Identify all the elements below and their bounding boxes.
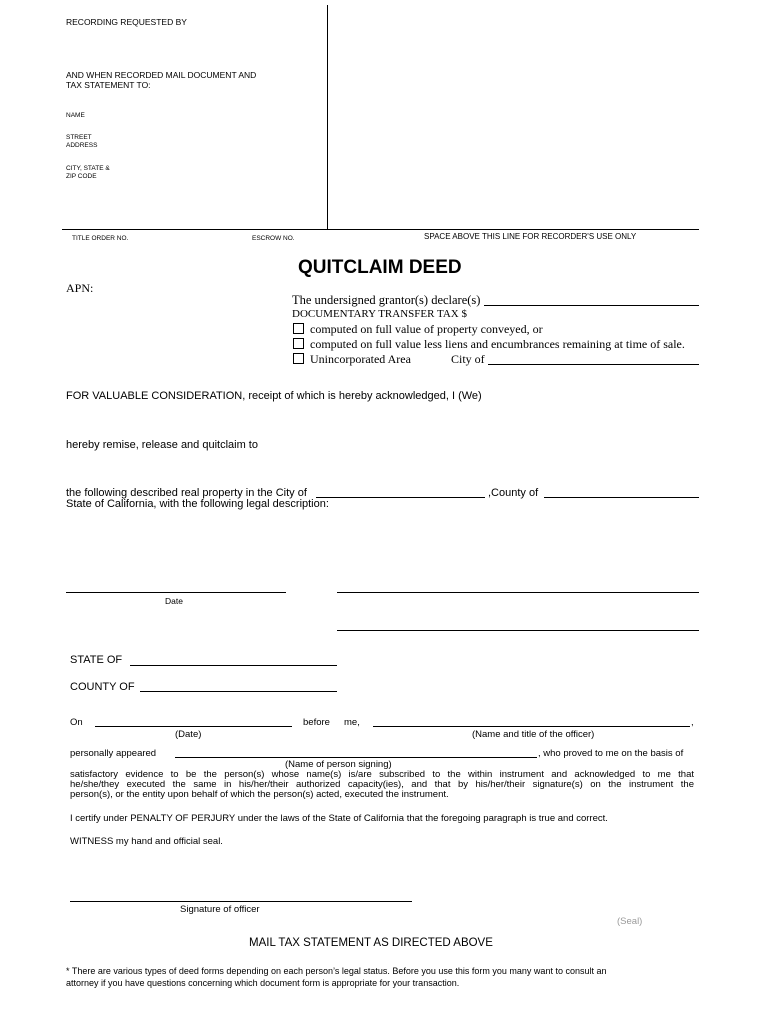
street-label-line1: STREET: [66, 134, 92, 141]
grantor-declares: The undersigned grantor(s) declare(s): [292, 293, 481, 307]
officer-caption: (Name and title of the officer): [472, 729, 595, 740]
less-liens-option: computed on full value less liens and encumbrances remaining at time of sale.: [310, 337, 685, 351]
person-signing-field[interactable]: [175, 757, 537, 758]
proved-basis-text: , who proved to me on the basis of: [538, 748, 684, 759]
recorder-divider: [327, 5, 328, 230]
date-field[interactable]: [66, 592, 286, 593]
recording-requested-by: RECORDING REQUESTED BY: [66, 17, 187, 27]
signature-caption: Signature of officer: [180, 904, 260, 915]
city-field[interactable]: [488, 364, 699, 365]
escrow-label: ESCROW NO.: [252, 235, 295, 242]
before-label: before: [303, 717, 330, 728]
evidence-line2: he/she/they executed the same in his/her/their authorized capacity(ies), and that by his/her/their signature(s) on the instrument the: [70, 779, 694, 790]
county-inline-label: ,County of: [488, 487, 539, 499]
property-text-line2: State of California, with the following legal description:: [66, 498, 329, 510]
on-label: On: [70, 717, 83, 728]
remise-text: hereby remise, release and quitclaim to: [66, 439, 258, 451]
personally-appeared-label: personally appeared: [70, 748, 157, 759]
footer-note-line2: attorney if you have questions concerning which document form is appropriate for your transaction.: [66, 978, 460, 988]
title-order-label: TITLE ORDER NO.: [72, 235, 129, 242]
street-label-line2: ADDRESS: [66, 142, 98, 149]
evidence-line3: person(s), or the entity upon behalf of which the person(s) acted, executed the instrument.: [70, 789, 449, 800]
perjury-statement: I certify under PENALTY OF PERJURY under the laws of the State of California that the foregoing paragraph is true and correct.: [70, 813, 608, 824]
witness-statement: WITNESS my hand and official seal.: [70, 836, 223, 847]
state-of-label: STATE OF: [70, 654, 123, 666]
county-of-label: COUNTY OF: [70, 681, 135, 693]
consideration-text: FOR VALUABLE CONSIDERATION, receipt of which is hereby acknowledged, I (We): [66, 390, 482, 402]
grantor-name-field[interactable]: [484, 305, 699, 306]
notary-date-field[interactable]: [95, 726, 292, 727]
grantor-signature-field[interactable]: [337, 592, 699, 593]
officer-field[interactable]: [373, 726, 690, 727]
evidence-line1: satisfactory evidence to be the person(s) whose name(s) is/are subscribed to the within instrument and acknowledged to me that: [70, 769, 694, 780]
transfer-tax-label: DOCUMENTARY TRANSFER TAX $: [292, 308, 467, 320]
page-title: QUITCLAIM DEED: [298, 257, 462, 278]
unincorporated-checkbox[interactable]: [293, 353, 304, 364]
officer-signature-field[interactable]: [70, 901, 412, 902]
property-city-field[interactable]: [316, 497, 485, 498]
county-field[interactable]: [140, 691, 337, 692]
person-signing-caption: (Name of person signing): [285, 759, 392, 770]
name-label: NAME: [66, 112, 85, 119]
city-label-line1: CITY, STATE &: [66, 165, 110, 172]
city-label-line2: ZIP CODE: [66, 173, 97, 180]
me-label: me,: [344, 717, 360, 728]
property-text: the following described real property in the City of: [66, 487, 307, 499]
mail-to-line2: TAX STATEMENT TO:: [66, 80, 151, 90]
full-value-checkbox[interactable]: [293, 323, 304, 334]
property-county-field[interactable]: [544, 497, 699, 498]
mail-tax-heading: MAIL TAX STATEMENT AS DIRECTED ABOVE: [249, 937, 493, 949]
grantor-signature-field-2[interactable]: [337, 630, 699, 631]
footer-note-line1: * There are various types of deed forms depending on each person’s legal status. Before you use this form you many want to consult an: [66, 966, 607, 976]
state-field[interactable]: [130, 665, 337, 666]
trailing-comma: ,: [691, 717, 694, 728]
recorder-space-note: SPACE ABOVE THIS LINE FOR RECORDER'S USE ONLY: [424, 232, 637, 241]
unincorporated-option: Unincorporated Area: [310, 352, 411, 366]
apn-label: APN:: [66, 281, 94, 295]
seal-label: (Seal): [617, 916, 643, 927]
less-liens-checkbox[interactable]: [293, 338, 304, 349]
date-caption: Date: [165, 596, 183, 606]
recorder-space-line: [62, 229, 699, 230]
mail-to-line1: AND WHEN RECORDED MAIL DOCUMENT AND: [66, 70, 257, 80]
full-value-option: computed on full value of property conveyed, or: [310, 322, 543, 336]
city-of-label: City of: [451, 352, 485, 366]
date-caption-notary: (Date): [175, 729, 202, 740]
